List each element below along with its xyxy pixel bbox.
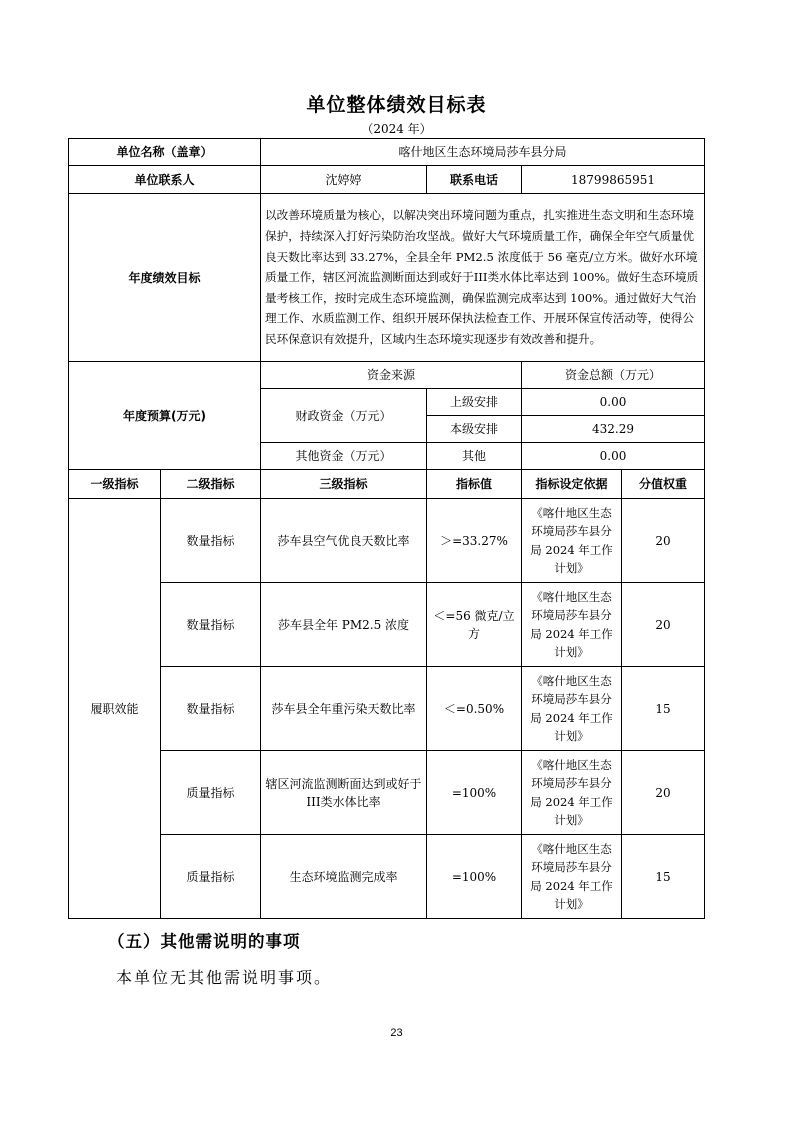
table-row [69, 499, 705, 583]
budget-other-label: 其他资金（万元） [261, 443, 427, 470]
phone-label: 联系电话 [427, 166, 522, 194]
unit-name-label: 单位名称（盖章） [69, 139, 261, 166]
contact-label: 单位联系人 [69, 166, 261, 194]
indicator-value: ＜=56 微克/立方 [427, 583, 522, 667]
header-level3: 三级指标 [261, 470, 427, 499]
indicator-basis: 《喀什地区生态环境局莎车县分局 2024 年工作计划》 [522, 835, 622, 919]
level3-indicator: 莎车县空气优良天数比率 [261, 499, 427, 583]
level2-indicator: 质量指标 [161, 835, 261, 919]
section-heading: （五）其他需说明的事项 [108, 932, 301, 951]
indicator-weight: 15 [622, 835, 705, 919]
indicator-basis: 《喀什地区生态环境局莎车县分局 2024 年工作计划》 [522, 751, 622, 835]
unit-name-value: 喀什地区生态环境局莎车县分局 [261, 139, 705, 166]
indicator-weight: 20 [622, 499, 705, 583]
level2-indicator: 数量指标 [161, 499, 261, 583]
level2-indicator: 数量指标 [161, 583, 261, 667]
indicator-weight: 15 [622, 667, 705, 751]
level2-indicator: 数量指标 [161, 667, 261, 751]
indicator-value: ＜=0.50% [427, 667, 522, 751]
indicator-value: =100% [427, 835, 522, 919]
indicator-basis: 《喀什地区生态环境局莎车县分局 2024 年工作计划》 [522, 499, 622, 583]
budget-label: 年度预算(万元) [69, 362, 261, 470]
budget-other-value: 0.00 [522, 443, 705, 470]
header-value: 指标值 [427, 470, 522, 499]
budget-local-value: 432.29 [522, 416, 705, 443]
header-level1: 一级指标 [69, 470, 161, 499]
level3-indicator: 莎车县全年重污染天数比率 [261, 667, 427, 751]
header-level2: 二级指标 [161, 470, 261, 499]
budget-local-label: 本级安排 [427, 416, 522, 443]
indicator-weight: 20 [622, 583, 705, 667]
year-label: （2024 年） [361, 122, 432, 136]
level3-indicator: 辖区河流监测断面达到或好于III类水体比率 [261, 751, 427, 835]
section-body: 本单位无其他需说明事项。 [116, 968, 333, 987]
page-title: 单位整体绩效目标表 [306, 94, 487, 116]
goal-text: 以改善环境质量为核心，以解决突出环境问题为重点，扎实推进生态文明和生态环境保护，持续深入打好污染防治攻坚战。做好大气环境质量工作，确保全年空气质量优良天数比率达到 33.27%，全县全年 PM2.5 浓度低于 56 毫克/立方米。做好水环境质量工作，辖区河流监测断面达到或好于III类水体比率达到 100%。做好生态环境质量考核工作，按时完成生态环境监测，确保监测完成率达到 100%。通过做好大气治理工作、水质监测工作、组织开展环保执法检查工作、开展环保宣传活动等，使得公民环保意识有效提升，区域内生态环境实现逐步有效改善和提升。 [261, 194, 705, 362]
indicator-basis: 《喀什地区生态环境局莎车县分局 2024 年工作计划》 [522, 667, 622, 751]
indicator-value: =100% [427, 751, 522, 835]
budget-upper-label: 上级安排 [427, 389, 522, 416]
level3-indicator: 莎车县全年 PM2.5 浓度 [261, 583, 427, 667]
budget-total-header: 资金总额（万元） [522, 362, 705, 389]
budget-source-header: 资金来源 [261, 362, 522, 389]
unit-name-row [69, 139, 705, 166]
header-basis: 指标设定依据 [522, 470, 622, 499]
table-row [69, 835, 705, 919]
contact-person: 沈婷婷 [261, 166, 427, 194]
header-weight: 分值权重 [622, 470, 705, 499]
budget-other-sub: 其他 [427, 443, 522, 470]
performance-table [68, 138, 705, 919]
budget-upper-value: 0.00 [522, 389, 705, 416]
indicator-value: ＞=33.27% [427, 499, 522, 583]
indicator-weight: 20 [622, 751, 705, 835]
level1-indicator: 履职效能 [69, 499, 161, 919]
table-row [69, 583, 705, 667]
table-row [69, 667, 705, 751]
table-row [69, 751, 705, 835]
phone-value: 18799865951 [522, 166, 705, 194]
contact-row [69, 166, 705, 194]
page-number: 23 [390, 1027, 403, 1039]
goal-row [69, 194, 705, 362]
level2-indicator: 质量指标 [161, 751, 261, 835]
indicator-header-row [69, 470, 705, 499]
budget-header-row [69, 362, 705, 389]
goal-label: 年度绩效目标 [69, 194, 261, 362]
level3-indicator: 生态环境监测完成率 [261, 835, 427, 919]
budget-fiscal-label: 财政资金（万元） [261, 389, 427, 443]
indicator-basis: 《喀什地区生态环境局莎车县分局 2024 年工作计划》 [522, 583, 622, 667]
